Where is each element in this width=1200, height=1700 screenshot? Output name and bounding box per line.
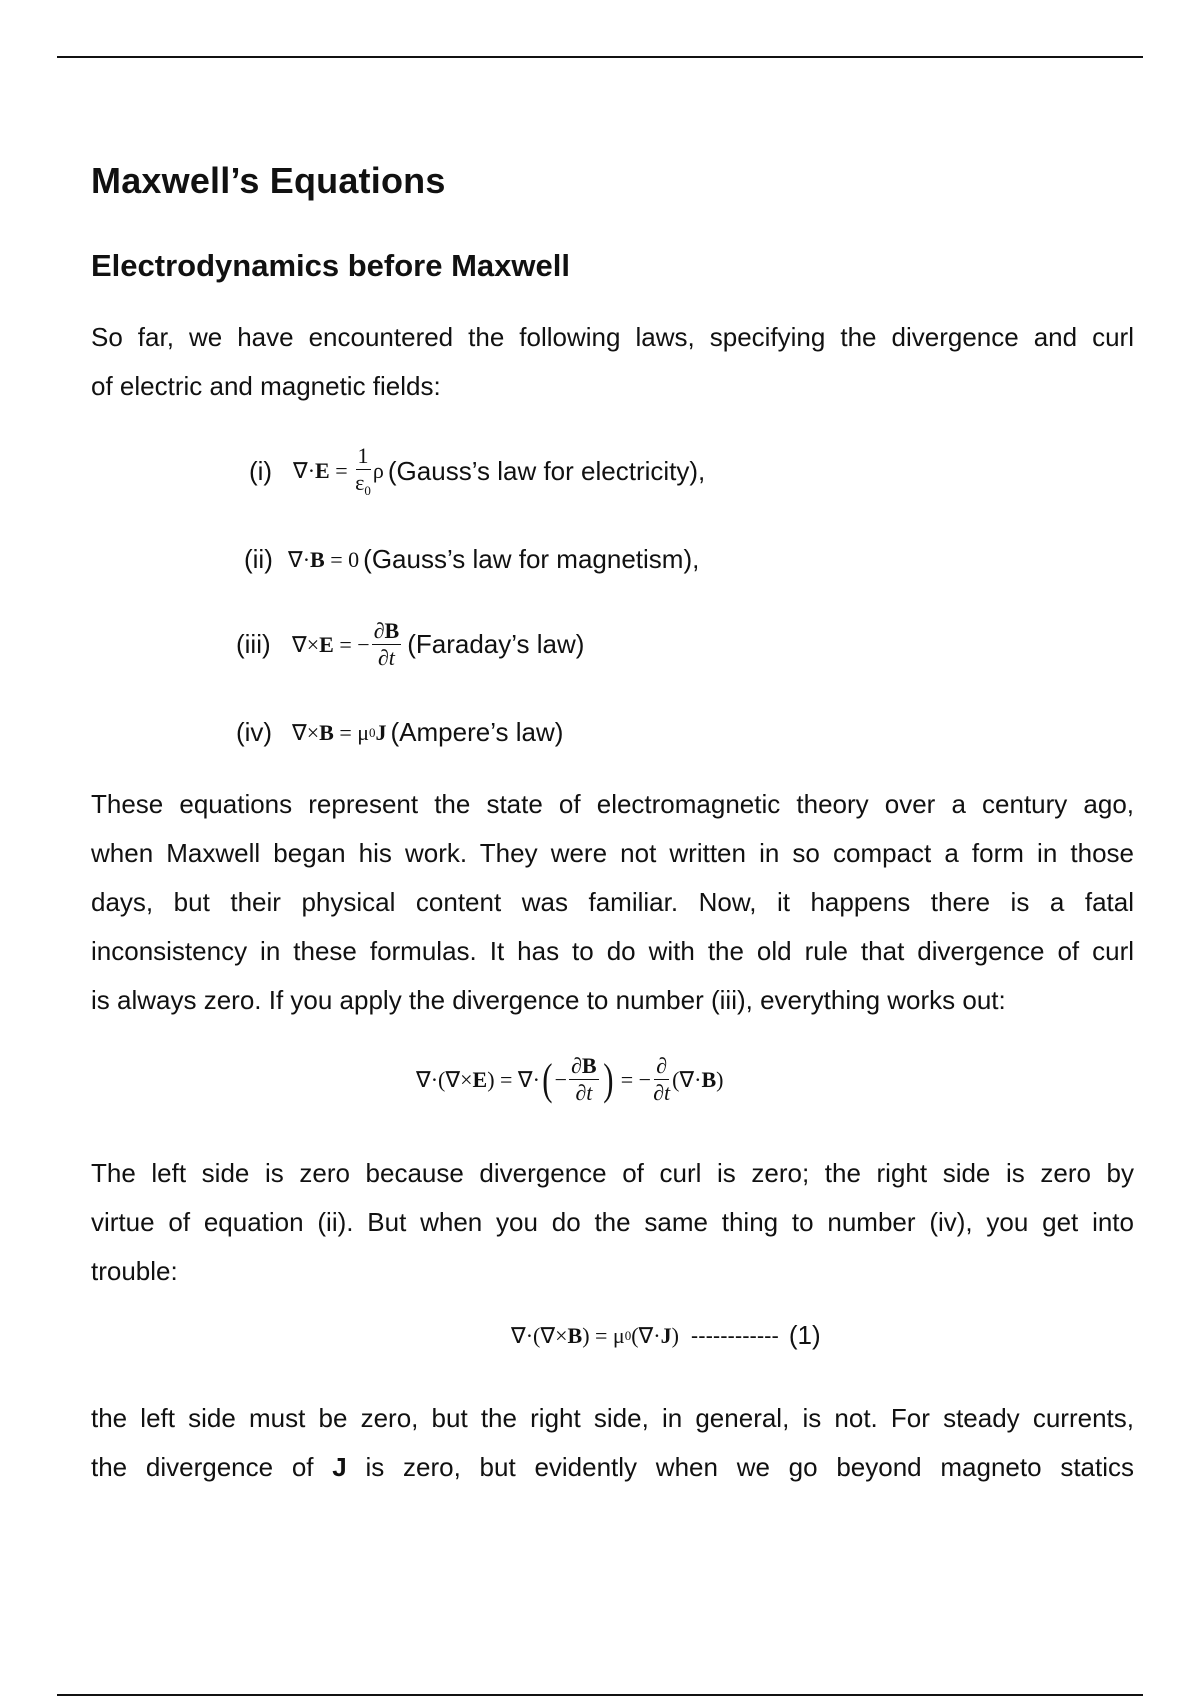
law-number: (iv) [236,717,273,747]
law-gauss-electricity [249,445,705,497]
law-description: (Gauss’s law for electricity), [387,455,706,486]
paragraph-line: trouble: [91,1256,178,1286]
bold-j: J [332,1452,347,1482]
intro-paragraph [91,313,1134,411]
law-description: (Faraday’s law) [407,629,585,659]
law-description: (Gauss’s law for magnetism), [363,544,700,574]
law-number: (i) [249,455,273,486]
paragraph-line: the left side must be zero, but the right side, in general, is not. For steady currents, [91,1403,1134,1433]
paragraph-line: of electric and magnetic fields: [91,371,441,401]
paragraph-line: The left side is zero because divergence of curl is zero; the right side is zero by [91,1158,1134,1188]
steady-currents-paragraph [91,1394,1134,1492]
paragraph-line: inconsistency in these formulas. It has to do with the old rule that divergence of curl [91,936,1134,966]
paragraph-line: days, but their physical content was familiar. Now, it happens there is a fatal [91,887,1134,917]
law-ampere [236,717,563,748]
paragraph-line [91,1443,1134,1492]
law-number: (ii) [244,544,273,574]
paragraph-line: when Maxwell began his work. They were not written in so compact a form in those [91,838,1134,868]
paragraph-line: So far, we have encountered the following laws, specifying the divergence and curl [91,322,1134,352]
history-paragraph [91,780,1134,1025]
bottom-rule [57,1694,1143,1696]
line-text: the divergence of [91,1452,314,1482]
paragraph-line: These equations represent the state of electromagnetic theory over a century ago, [91,789,1134,819]
law-number: (iii) [236,629,271,659]
paragraph-line: is always zero. If you apply the divergence to number (iii), everything works out: [91,985,1006,1015]
gauss-magnetism-formula: ∇· B = 0 [288,546,360,572]
divergence-of-ampere-equation: ∇·(∇× B ) = μ 0 (∇· J ) ------------ (1) [511,1320,821,1350]
equation-leader-dashes: ------------ [690,1322,779,1348]
gauss-electricity-formula: ∇· E = $\frac{1}{\varepsilon_0}$ ρ [293,443,384,498]
top-rule [57,56,1143,58]
left-side-paragraph [91,1149,1134,1296]
faraday-formula: ∇× E = − $\frac{\partial B}{\partial t}$ [292,618,400,670]
paragraph-line: virtue of equation (ii). But when you do the same thing to number (iv), you get into [91,1207,1134,1237]
law-gauss-magnetism [244,544,699,575]
ampere-formula: ∇× B = μ 0 J [292,719,387,745]
law-faraday [236,620,584,669]
section-heading: Electrodynamics before Maxwell [91,248,570,283]
law-description: (Ampere’s law) [390,717,564,747]
line-text: is zero, but evidently when we go beyond magneto statics [365,1452,1134,1482]
divergence-of-faraday-equation: ∇·(∇× E ) = ∇· ( − $\frac{\partial B}{\partial t}$ ) = − $\frac{\partial}{\partial t}$ (∇· B ) [416,1053,724,1105]
equation-number: (1) [788,1320,821,1350]
page-title: Maxwell’s Equations [91,160,446,201]
